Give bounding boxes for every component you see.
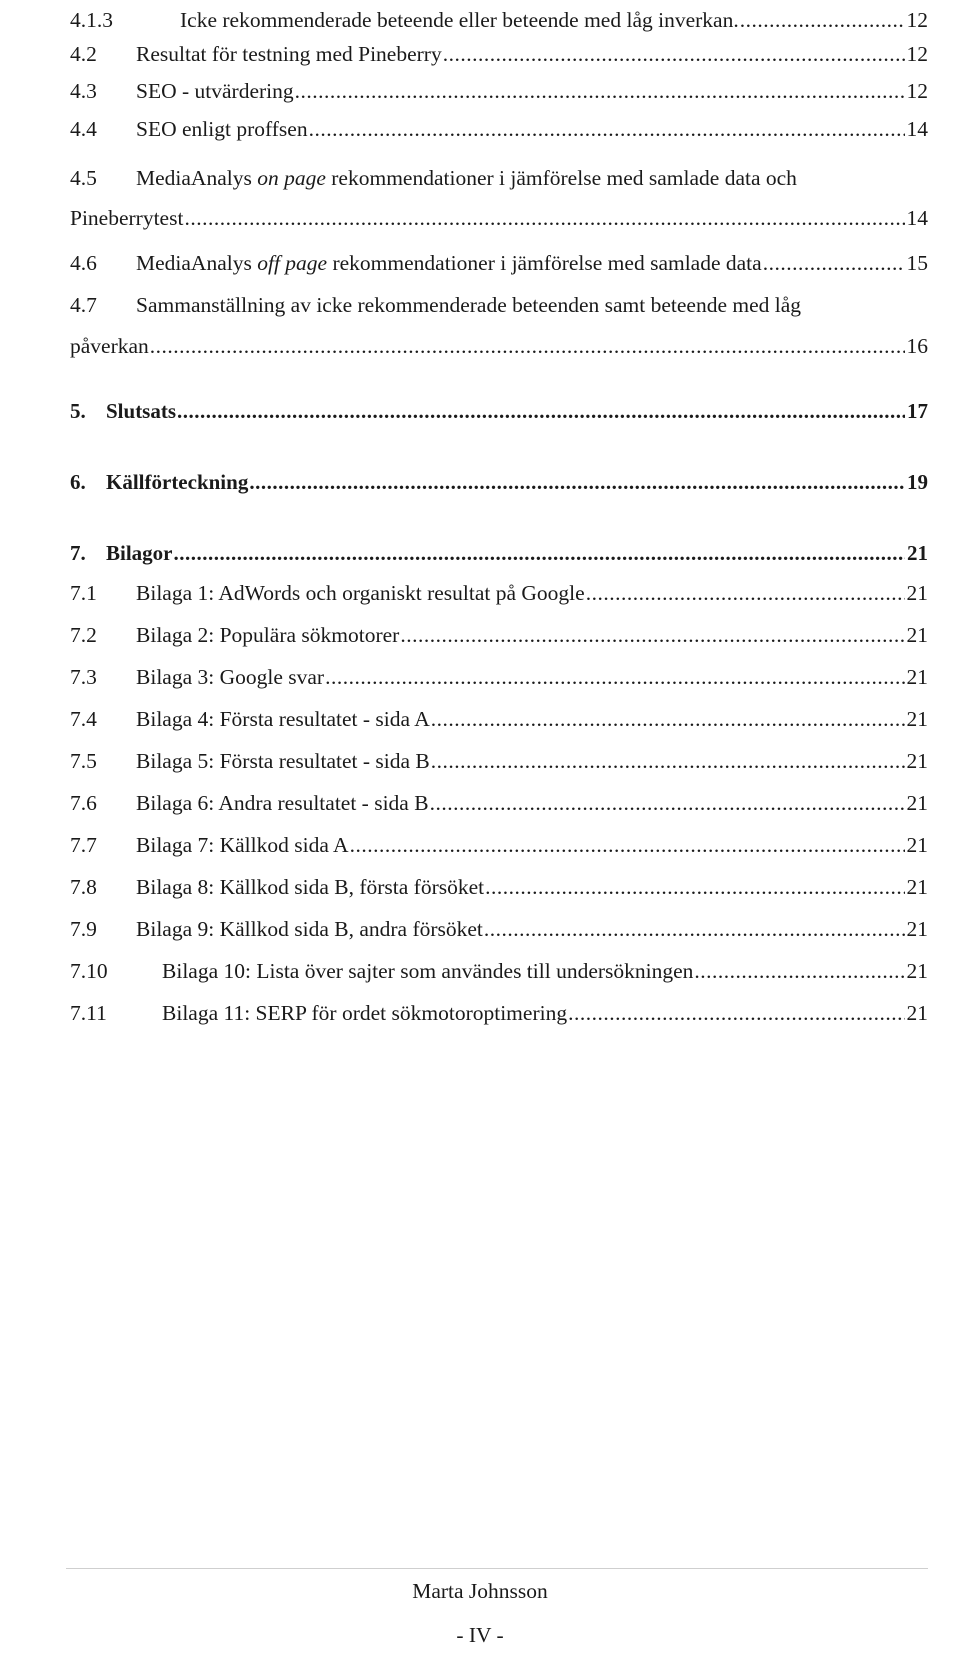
toc-number: 7.10 (70, 959, 108, 983)
toc-title: Bilaga 9: Källkod sida B, andra försöket (136, 917, 483, 941)
toc-number: 5. (70, 399, 86, 423)
leader-dots (150, 331, 905, 361)
toc-number: 7.11 (70, 1001, 107, 1025)
toc-page: 14 (906, 117, 928, 141)
toc-title: Bilaga 4: Första resultatet - sida A (136, 707, 430, 731)
toc-page: 21 (906, 707, 928, 731)
leader-dots (309, 114, 905, 144)
toc-entry-7-3 (70, 662, 928, 692)
leader-dots (350, 830, 905, 860)
footer-author: Marta Johnsson (412, 1579, 548, 1603)
toc-page: 21 (906, 1001, 928, 1025)
toc-page: 12 (906, 8, 928, 32)
toc-title: Källförteckning (106, 470, 249, 494)
toc-page: 14 (906, 206, 928, 230)
toc-title: Bilaga 5: Första resultatet - sida B (136, 749, 430, 773)
toc-number: 7.6 (70, 791, 97, 815)
toc-number: 7.2 (70, 623, 97, 647)
toc-entry-4-7 (70, 290, 928, 320)
leader-dots (568, 998, 904, 1028)
leader-dots (177, 396, 905, 426)
toc-entry-7-4 (70, 704, 928, 734)
toc-title: Bilaga 1: AdWords och organiskt resultat på Google (136, 581, 585, 605)
toc-entry-7-8 (70, 872, 928, 902)
leader-dots (443, 39, 905, 69)
toc-title: Bilaga 2: Populära sökmotorer (136, 623, 400, 647)
toc-title: SEO enligt proffsen (136, 117, 308, 141)
toc-number: 4.1.3 (70, 8, 113, 32)
toc-page: 21 (906, 665, 928, 689)
leader-dots (295, 76, 905, 106)
toc-page: 21 (906, 875, 928, 899)
toc-title: Bilaga 7: Källkod sida A (136, 833, 349, 857)
toc-page: 16 (906, 334, 928, 358)
toc-title-cont: påverkan (70, 334, 149, 358)
toc-title: Bilaga 6: Andra resultatet - sida B (136, 791, 429, 815)
toc-entry-4-6 (70, 248, 928, 278)
toc-title: MediaAnalys on page rekommendationer i jämförelse med samlade data och (136, 166, 797, 190)
toc-entry-4-1-3 (70, 5, 928, 35)
footer-divider (66, 1568, 928, 1569)
toc-entry-4-7-cont (70, 331, 928, 361)
toc-page: 21 (906, 623, 928, 647)
toc-entry-7-5 (70, 746, 928, 776)
toc-entry-4-3 (70, 76, 928, 106)
toc-number: 4.2 (70, 42, 97, 66)
toc-chapter-6 (70, 467, 928, 497)
toc-title: Slutsats (106, 399, 177, 423)
toc-entry-4-4 (70, 114, 928, 144)
toc-entry-7-10 (70, 956, 928, 986)
toc-title: Sammanställning av icke rekommenderade beteenden samt beteende med låg (136, 293, 802, 317)
toc-number: 7. (70, 541, 86, 565)
toc-number: 6. (70, 470, 86, 494)
toc-page: 12 (906, 42, 928, 66)
toc-entry-7-6 (70, 788, 928, 818)
leader-dots (430, 788, 905, 818)
toc-page: 21 (906, 791, 928, 815)
toc-number: 7.5 (70, 749, 97, 773)
toc-entry-4-5 (70, 163, 928, 193)
toc-title: SEO - utvärdering (136, 79, 294, 103)
toc-page: 21 (906, 749, 928, 773)
toc-title: Bilaga 3: Google svar (136, 665, 325, 689)
toc-number: 4.6 (70, 251, 97, 275)
toc-title: Bilagor (106, 541, 173, 565)
toc-title: Resultat för testning med Pineberry (136, 42, 442, 66)
toc-page: 21 (906, 833, 928, 857)
toc-page: 12 (906, 79, 928, 103)
toc-number: 7.1 (70, 581, 97, 605)
toc-entry-7-7 (70, 830, 928, 860)
toc-entry-7-11 (70, 998, 928, 1028)
toc-page: 19 (907, 470, 928, 494)
leader-dots (763, 248, 905, 278)
toc-entry-7-2 (70, 620, 928, 650)
toc-page: 15 (906, 251, 928, 275)
toc-number: 7.4 (70, 707, 97, 731)
toc-title: Bilaga 10: Lista över sajter som användes till undersökningen (162, 959, 694, 983)
toc-title: Icke rekommenderade beteende eller beteende med låg inverkan. (180, 8, 739, 32)
leader-dots (694, 956, 904, 986)
toc-page: 21 (906, 581, 928, 605)
leader-dots (400, 620, 904, 650)
toc-number: 7.9 (70, 917, 97, 941)
toc-entry-7-9 (70, 914, 928, 944)
toc-entry-4-5-cont (70, 203, 928, 233)
toc-number: 7.3 (70, 665, 97, 689)
toc-number: 7.8 (70, 875, 97, 899)
leader-dots (485, 872, 904, 902)
toc-entry-4-2 (70, 39, 928, 69)
toc-number: 4.5 (70, 166, 97, 190)
leader-dots (174, 538, 906, 568)
toc-title: Bilaga 8: Källkod sida B, första försöket (136, 875, 485, 899)
leader-dots (586, 578, 905, 608)
toc-page: 17 (907, 399, 928, 423)
toc-number: 4.4 (70, 117, 97, 141)
toc-page: 21 (907, 541, 928, 565)
leader-dots (740, 5, 905, 35)
toc-number: 4.7 (70, 293, 97, 317)
leader-dots (431, 746, 905, 776)
toc-title: Bilaga 11: SERP för ordet sökmotoroptimering (162, 1001, 568, 1025)
toc-chapter-5 (70, 396, 928, 426)
toc-title-cont: Pineberrytest (70, 206, 184, 230)
leader-dots (325, 662, 904, 692)
leader-dots (249, 467, 905, 497)
leader-dots (184, 203, 904, 233)
toc-number: 4.3 (70, 79, 97, 103)
toc-title: MediaAnalys off page rekommendationer i jämförelse med samlade data (136, 251, 762, 275)
leader-dots (484, 914, 905, 944)
leader-dots (431, 704, 905, 734)
toc-chapter-7 (70, 538, 928, 568)
toc-entry-7-1 (70, 578, 928, 608)
toc-page: 21 (906, 959, 928, 983)
footer-page-number: - IV - (456, 1623, 504, 1647)
toc-number: 7.7 (70, 833, 97, 857)
toc-page: 21 (906, 917, 928, 941)
